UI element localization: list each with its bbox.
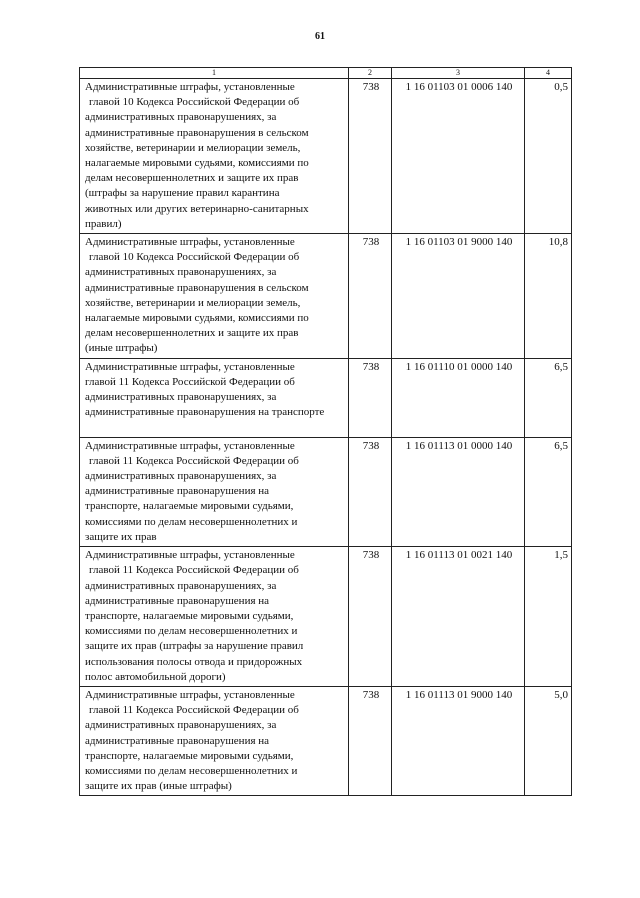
kbk-code-cell: 1 16 01113 01 9000 140 bbox=[392, 686, 525, 795]
kbk-code-cell: 1 16 01113 01 0021 140 bbox=[392, 547, 525, 687]
amount-cell: 0,5 bbox=[525, 79, 572, 234]
header-row bbox=[80, 68, 572, 79]
description-line: делам несовершеннолетних и защите их прав bbox=[85, 172, 299, 185]
description-line: защите их прав (иные штрафы) bbox=[85, 780, 232, 793]
description-line: (штрафы за нарушение правил карантина bbox=[85, 187, 280, 200]
admin-code-cell: 738 bbox=[349, 547, 392, 687]
description-line: административные правонарушения на bbox=[85, 734, 270, 747]
description-line: административные правонарушения в сельском bbox=[85, 281, 309, 294]
description-line: транспорте, налагаемые мировыми судьями, bbox=[85, 749, 294, 762]
description-line: полос автомобильной дороги) bbox=[85, 670, 226, 683]
description-line: административные правонарушения на транспорте bbox=[85, 406, 325, 419]
description-line: административных правонарушениях, за bbox=[85, 266, 277, 279]
description-line: главой 11 Кодекса Российской Федерации об bbox=[89, 564, 299, 577]
kbk-code-cell: 1 16 01110 01 0000 140 bbox=[392, 358, 525, 437]
description-line: Административные штрафы, установленные bbox=[85, 236, 295, 249]
description-line: животных или других ветеринарно-санитарных bbox=[85, 202, 309, 215]
amount-cell: 10,8 bbox=[525, 234, 572, 359]
budget-table bbox=[79, 67, 572, 796]
description-line: делам несовершеннолетних и защите их прав bbox=[85, 327, 299, 340]
admin-code-cell: 738 bbox=[349, 437, 392, 546]
description-cell bbox=[80, 547, 349, 687]
description-line: (иные штрафы) bbox=[85, 342, 158, 355]
description-line: административных правонарушениях, за bbox=[85, 470, 277, 483]
description-cell bbox=[80, 358, 349, 437]
table-row bbox=[80, 437, 572, 546]
table-row bbox=[80, 79, 572, 234]
description-cell bbox=[80, 79, 349, 234]
description-line: транспорте, налагаемые мировыми судьями, bbox=[85, 609, 294, 622]
amount-cell: 1,5 bbox=[525, 547, 572, 687]
description-line: комиссиями по делам несовершеннолетних и bbox=[85, 625, 298, 638]
description-line: правил) bbox=[85, 217, 122, 230]
table-row bbox=[80, 686, 572, 795]
kbk-code-cell: 1 16 01113 01 0000 140 bbox=[392, 437, 525, 546]
column-header-1: 1 bbox=[80, 68, 349, 79]
table-row bbox=[80, 547, 572, 687]
description-line: главой 11 Кодекса Российской Федерации об bbox=[89, 454, 299, 467]
column-header-2: 2 bbox=[349, 68, 392, 79]
description-line: защите их прав bbox=[85, 530, 157, 543]
description-line: Административные штрафы, установленные bbox=[85, 360, 295, 373]
description-line: хозяйстве, ветеринарии и мелиорации земель, bbox=[85, 141, 301, 154]
description-line: Административные штрафы, установленные bbox=[85, 81, 295, 93]
description-line: главой 10 Кодекса Российской Федерации об bbox=[89, 251, 300, 264]
page-number: 61 bbox=[315, 31, 325, 42]
amount-cell: 6,5 bbox=[525, 437, 572, 546]
description-line: комиссиями по делам несовершеннолетних и bbox=[85, 515, 298, 528]
description-line: главой 11 Кодекса Российской Федерации об bbox=[85, 375, 295, 388]
column-header-3: 3 bbox=[392, 68, 525, 79]
description-cell bbox=[80, 234, 349, 359]
description-line: Административные штрафы, установленные bbox=[85, 439, 295, 452]
admin-code-cell: 738 bbox=[349, 79, 392, 234]
description-line: транспорте, налагаемые мировыми судьями, bbox=[85, 500, 294, 513]
description-line: административных правонарушениях, за bbox=[85, 111, 277, 124]
description-line: налагаемые мировыми судьями, комиссиями по bbox=[85, 312, 309, 325]
description-line: защите их прав (штрафы за нарушение правил bbox=[85, 640, 304, 653]
description-line: административные правонарушения на bbox=[85, 594, 270, 607]
description-line: административные правонарушения в сельском bbox=[85, 126, 309, 139]
description-line: Административные штрафы, установленные bbox=[85, 549, 295, 562]
description-line: налагаемые мировыми судьями, комиссиями по bbox=[85, 157, 309, 170]
description-cell bbox=[80, 686, 349, 795]
column-header-4: 4 bbox=[525, 68, 572, 79]
description-line: административных правонарушениях, за bbox=[85, 579, 277, 592]
table-row bbox=[80, 358, 572, 437]
admin-code-cell: 738 bbox=[349, 234, 392, 359]
admin-code-cell: 738 bbox=[349, 358, 392, 437]
kbk-code-cell: 1 16 01103 01 0006 140 bbox=[392, 79, 525, 234]
description-line: административные правонарушения на bbox=[85, 485, 270, 498]
description-line: главой 11 Кодекса Российской Федерации об bbox=[89, 704, 299, 717]
description-line: комиссиями по делам несовершеннолетних и bbox=[85, 764, 298, 777]
kbk-code-cell: 1 16 01103 01 9000 140 bbox=[392, 234, 525, 359]
description-line: главой 10 Кодекса Российской Федерации об bbox=[89, 96, 300, 109]
table-row bbox=[80, 234, 572, 359]
amount-cell: 5,0 bbox=[525, 686, 572, 795]
description-line bbox=[85, 420, 345, 435]
description-cell bbox=[80, 437, 349, 546]
amount-cell: 6,5 bbox=[525, 358, 572, 437]
description-line: использования полосы отвода и придорожных bbox=[85, 655, 303, 668]
description-line: хозяйстве, ветеринарии и мелиорации земель, bbox=[85, 296, 301, 309]
description-line: Административные штрафы, установленные bbox=[85, 688, 295, 701]
description-line: административных правонарушениях, за bbox=[85, 391, 277, 404]
table-body bbox=[80, 79, 572, 796]
admin-code-cell: 738 bbox=[349, 686, 392, 795]
description-line: административных правонарушениях, за bbox=[85, 719, 277, 732]
